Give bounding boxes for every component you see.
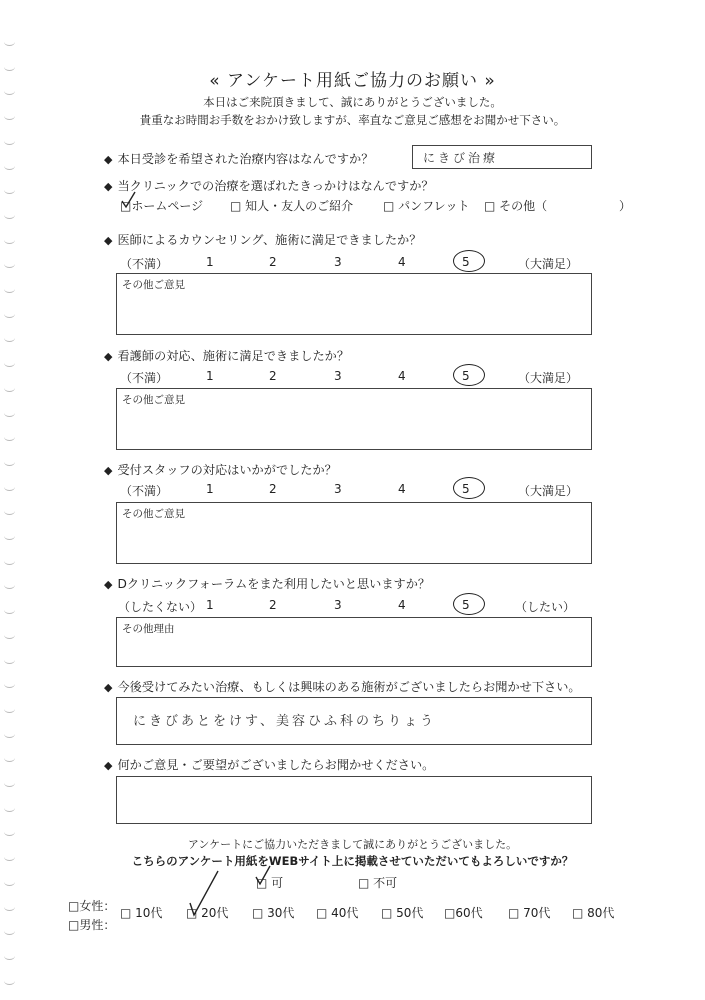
check-mark-icon [184,867,224,919]
q2-question: ◆ 当クリニックでの治療を選ばれたきっかけはなんですか？ [104,179,434,193]
binder-hole [4,310,15,318]
binder-hole [4,458,15,466]
q6-comment-box[interactable] [116,617,592,667]
age-option-30s[interactable]: □ 30代 [252,906,295,920]
q6-selected-circle [453,593,485,615]
intro-line-2: 貴重なお時間お手数をおかけ致しますが、率直なご意見ご感想をお聞かせ下さい。 [139,113,566,127]
age-option-10s[interactable]: □ 10代 [120,906,163,920]
binder-hole [4,186,15,194]
binder-hole [4,903,15,911]
publish-question: こちらのアンケート用紙をWEBサイト上に掲載させていただいてもよろしいですか？ [131,854,574,868]
gender-female-option[interactable]: □女性： [68,899,116,913]
publish-yes-option[interactable]: □ 可 [256,876,284,890]
q4-question: ◆ 看護師の対応、施術に満足できましたか？ [104,349,350,363]
q2-option-homepage[interactable]: □ホームページ [120,199,204,213]
binder-hole [4,384,15,392]
q6-rating-5[interactable]: 5 [462,598,470,612]
q4-comment-label: その他ご意見 [122,394,185,406]
binder-hole [4,927,15,935]
binder-hole [4,878,15,886]
binder-hole [4,433,15,441]
q6-rating-3[interactable]: 3 [334,598,342,612]
diamond-bullet-icon: ◆ [104,180,113,193]
age-option-40s[interactable]: □ 40代 [316,906,359,920]
q3-selected-circle [453,250,485,272]
binder-hole [4,334,15,342]
q3-comment-box[interactable] [116,273,592,335]
q8-question: ◆ 何かご意見・ご要望がございましたらお聞かせください。 [104,758,435,772]
diamond-bullet-icon: ◆ [104,350,113,363]
age-option-60s[interactable]: □60代 [444,906,483,920]
intro-line-1: 本日はご来院頂きまして、誠にありがとうございました。 [203,95,502,109]
binder-hole [4,359,15,367]
q6-question: ◆ Dクリニックフォーラムをまた利用したいと思いますか？ [104,577,431,591]
q3-comment-label: その他ご意見 [122,279,185,291]
q3-rating-2[interactable]: 2 [269,255,277,269]
q6-scale-high: （したい） [515,600,576,614]
binder-hole [4,952,15,960]
diamond-bullet-icon: ◆ [104,153,113,166]
q1-question: ◆ 本日受診を希望された治療内容はなんですか？ [104,152,374,166]
q4-rating-1[interactable]: 1 [206,369,214,383]
binder-hole [4,162,15,170]
q7-answer-box[interactable] [116,697,592,745]
age-option-50s[interactable]: □ 50代 [381,906,424,920]
q7-question: ◆ 今後受けてみたい治療、もしくは興味のある施術がございましたらお聞かせ下さい。 [104,680,581,694]
diamond-bullet-icon: ◆ [104,759,113,772]
binder-hole [4,804,15,812]
q4-rating-5[interactable]: 5 [462,369,470,383]
binder-hole [4,285,15,293]
binder-hole [4,977,15,985]
q5-rating-3[interactable]: 3 [334,482,342,496]
q3-question: ◆ 医師によるカウンセリング、施術に満足できましたか？ [104,233,422,247]
q5-selected-circle [453,477,485,499]
q5-rating-2[interactable]: 2 [269,482,277,496]
q2-option-other[interactable]: □ その他（ [484,199,548,213]
diamond-bullet-icon: ◆ [104,681,113,694]
age-option-20s[interactable]: □ 20代 [186,906,229,920]
q6-scale-low: （したくない） [118,600,203,614]
q5-rating-4[interactable]: 4 [398,482,406,496]
check-mark-icon [252,864,274,888]
check-mark-icon [118,190,140,212]
binder-hole [4,557,15,565]
page-title: « アンケート用紙ご協力のお願い » [209,71,496,91]
binder-hole [4,606,15,614]
q4-rating-3[interactable]: 3 [334,369,342,383]
binder-hole [4,730,15,738]
binder-hole [4,532,15,540]
binder-hole [4,260,15,268]
q7-handwritten-answer: にきびあとをけす、美容ひふ科のちりょう [133,714,436,729]
binder-hole [4,680,15,688]
q3-rating-4[interactable]: 4 [398,255,406,269]
q1-handwritten-answer: にきび治療 [423,151,499,165]
q3-scale-high: （大満足） [518,257,579,271]
q1-answer-field[interactable] [412,145,592,169]
q5-comment-label: その他ご意見 [122,508,185,520]
publish-no-option[interactable]: □ 不可 [358,876,398,890]
binder-hole [4,656,15,664]
q5-comment-box[interactable] [116,502,592,564]
q8-comment-box[interactable] [116,776,592,824]
age-option-70s[interactable]: □ 70代 [508,906,551,920]
q4-selected-circle [453,364,485,386]
q6-comment-label: その他理由 [122,623,175,635]
q6-rating-1[interactable]: 1 [206,598,214,612]
q5-rating-1[interactable]: 1 [206,482,214,496]
q2-option-pamphlet[interactable]: □ パンフレット [383,199,470,213]
diamond-bullet-icon: ◆ [104,464,113,477]
gender-male-option[interactable]: □男性： [68,918,116,932]
q3-rating-1[interactable]: 1 [206,255,214,269]
binder-hole [4,507,15,515]
q5-scale-high: （大満足） [518,484,579,498]
binder-hole [4,483,15,491]
q5-rating-5[interactable]: 5 [462,482,470,496]
q5-question: ◆ 受付スタッフの対応はいかがでしたか？ [104,463,337,477]
binder-hole [4,137,15,145]
q3-rating-3[interactable]: 3 [334,255,342,269]
binder-hole [4,38,15,46]
binder-hole [4,754,15,762]
binder-hole [4,581,15,589]
diamond-bullet-icon: ◆ [104,578,113,591]
q4-scale-high: （大満足） [518,371,579,385]
diamond-bullet-icon: ◆ [104,234,113,247]
q5-scale-low: （不満） [120,484,169,498]
q2-option-referral[interactable]: □ 知人・友人のご紹介 [230,199,354,213]
binder-hole [4,705,15,713]
binder-hole [4,631,15,639]
age-option-80s[interactable]: □ 80代 [572,906,615,920]
q6-rating-4[interactable]: 4 [398,598,406,612]
q6-rating-2[interactable]: 2 [269,598,277,612]
q4-rating-2[interactable]: 2 [269,369,277,383]
q3-scale-low: （不満） [120,257,169,271]
q4-rating-4[interactable]: 4 [398,369,406,383]
binder-hole [4,211,15,219]
binder-hole [4,236,15,244]
q2-other-close: ） [619,199,632,213]
q3-rating-5[interactable]: 5 [462,255,470,269]
binder-hole [4,779,15,787]
q4-scale-low: （不満） [120,371,169,385]
binder-hole [4,409,15,417]
q4-comment-box[interactable] [116,388,592,450]
footer-thanks: アンケートにご協力いただきまして誠にありがとうございました。 [187,838,518,851]
